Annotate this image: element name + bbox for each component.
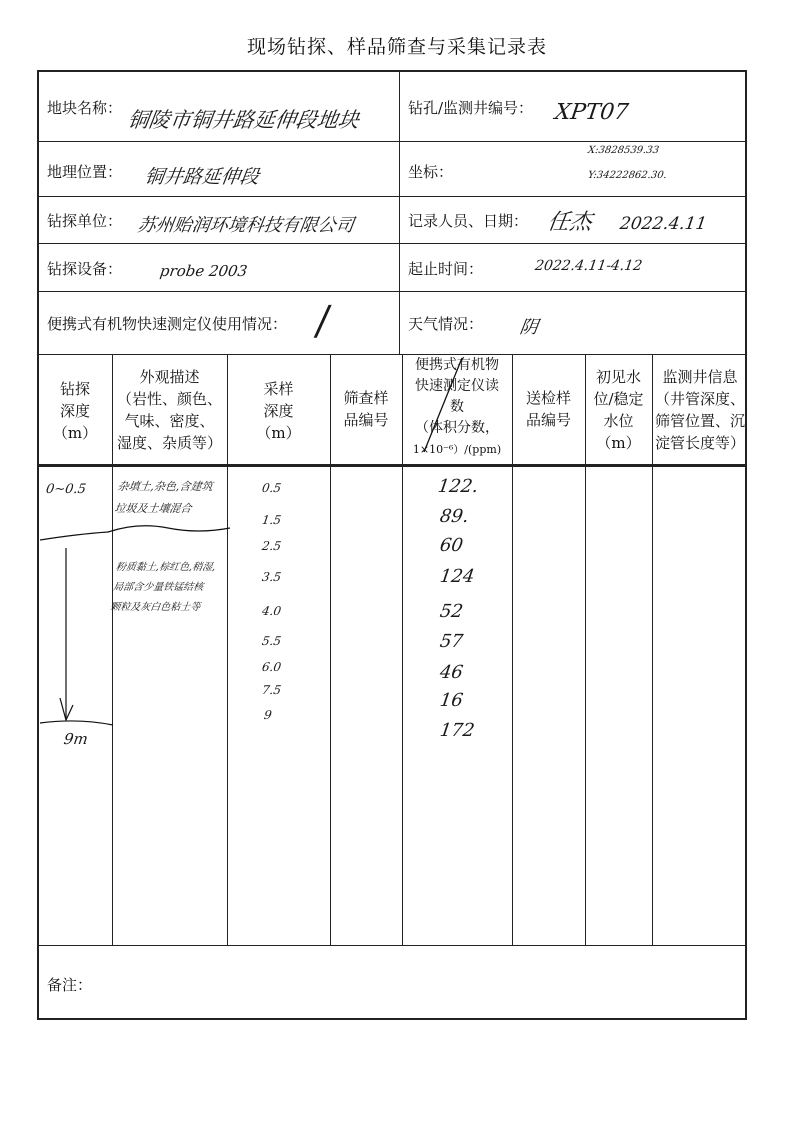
- pid-reading: 52: [438, 601, 465, 622]
- sample-depth: 3.5: [261, 570, 283, 584]
- description-line: 杂填土,杂色,含建筑: [116, 480, 214, 493]
- time-value: 2022.4.11-4.12: [533, 258, 644, 274]
- plot-name-value: 铜陵市铜井路延伸段地块: [126, 108, 361, 132]
- sample-depth: 4.0: [261, 604, 283, 618]
- sample-depth: 6.0: [261, 660, 283, 674]
- header-line: 数: [450, 399, 464, 415]
- layer-boundary-sketch: [38, 520, 233, 740]
- coordinate-x: X:3828539.33: [587, 145, 660, 156]
- header-line: 1×10⁻⁶）/(ppm): [412, 443, 502, 456]
- sample-depth: 5.5: [261, 634, 283, 648]
- header-line: 筛管位置、沉: [654, 412, 745, 430]
- recorder-label: 记录人员、日期：: [408, 212, 529, 230]
- pid-reading: 46: [438, 662, 465, 683]
- pid-reading: 122.: [436, 476, 480, 497]
- sample-depth: 7.5: [261, 683, 283, 697]
- strike-through-mark: [402, 354, 512, 464]
- coordinate-label: 坐标：: [408, 163, 454, 181]
- borehole-value: XPT07: [553, 100, 630, 125]
- pid-reading: 16: [438, 690, 465, 711]
- col-header-description: [112, 366, 227, 454]
- description-line: 垃圾及土壤混合: [113, 502, 193, 515]
- header-line: （m）: [52, 424, 98, 442]
- header-line: 深度: [59, 402, 90, 420]
- layer-depth: 9m: [62, 730, 90, 748]
- description-line: 局部含少量铁锰结核: [112, 582, 204, 593]
- header-line: 淀管长度等）: [654, 434, 745, 452]
- borehole-label: 钻孔/监测井编号：: [408, 99, 534, 117]
- header-line: 送检样: [525, 389, 571, 407]
- header-line: 外观描述: [139, 368, 200, 386]
- header-line: 采样: [263, 380, 294, 398]
- header-line: 钻探: [59, 380, 90, 398]
- sample-depth: 9: [263, 708, 273, 722]
- pid-reading: 172: [438, 720, 476, 741]
- location-label: 地理位置：: [47, 163, 123, 181]
- pid-reading: 124: [438, 566, 476, 587]
- divider: [37, 243, 747, 244]
- pid-usage-value: /: [312, 298, 333, 344]
- layer-depth: 0~0.5: [44, 482, 87, 497]
- divider: [37, 945, 747, 946]
- divider: [512, 354, 513, 945]
- divider: [37, 464, 747, 467]
- header-line: 筛查样: [343, 389, 389, 407]
- divider: [37, 291, 747, 292]
- time-label: 起止时间：: [408, 260, 484, 278]
- col-header-drill-depth: [38, 378, 112, 444]
- header-line: 监测井信息: [662, 368, 738, 386]
- header-line: （体积分数，: [415, 420, 499, 436]
- header-line: 便携式有机物: [415, 357, 499, 373]
- header-line: 品编号: [343, 411, 389, 429]
- drilling-unit-label: 钻探单位：: [47, 212, 123, 230]
- col-header-lab-sample-id: [512, 387, 585, 431]
- header-line: （井管深度、: [654, 390, 745, 408]
- sample-depth: 1.5: [261, 513, 283, 527]
- header-line: 气味、密度、: [124, 412, 215, 430]
- pid-reading: 57: [438, 631, 465, 652]
- pid-usage-label: 便携式有机物快速测定仪使用情况：: [47, 315, 288, 333]
- header-line: 湿度、杂质等）: [116, 434, 222, 452]
- remarks-label: 备注：: [47, 976, 93, 994]
- divider: [330, 354, 331, 945]
- col-header-water-level: [585, 366, 652, 454]
- form-title: 现场钻探、样品筛查与采集记录表: [246, 36, 547, 58]
- recorder-name: 任杰: [545, 210, 594, 235]
- record-date: 2022.4.11: [618, 214, 708, 234]
- col-header-sample-depth: [227, 378, 330, 444]
- header-line: 快速测定仪读: [415, 378, 499, 394]
- pid-reading: 89.: [438, 506, 471, 527]
- equipment-label: 钻探设备：: [47, 260, 123, 278]
- divider: [399, 70, 400, 354]
- col-header-screening-id: [330, 387, 402, 431]
- header-line: 水位: [603, 412, 634, 430]
- coordinate-y: Y:34222862.30.: [587, 170, 668, 181]
- sample-depth: 2.5: [261, 539, 283, 553]
- header-line: 品编号: [525, 411, 571, 429]
- description-line: 颗粒及灰白色粘土等: [109, 602, 202, 613]
- header-line: 初见水: [595, 368, 641, 386]
- location-value: 铜井路延伸段: [143, 166, 261, 188]
- header-line: （岩性、颜色、: [116, 390, 222, 408]
- layer-description: [113, 476, 214, 520]
- drilling-unit-value: 苏州贻润环境科技有限公司: [136, 215, 356, 236]
- col-header-well-info: [652, 366, 748, 454]
- weather-value: 阴: [518, 317, 540, 338]
- divider: [37, 141, 747, 142]
- header-line: （m）: [596, 434, 641, 452]
- header-line: 位/稳定: [593, 390, 644, 408]
- header-line: （m）: [256, 424, 301, 442]
- divider: [37, 354, 747, 355]
- divider: [37, 196, 747, 197]
- weather-label: 天气情况：: [408, 315, 484, 333]
- description-line: 粉质黏土,棕红色,稍湿,: [115, 562, 217, 573]
- plot-name-label: 地块名称：: [47, 99, 123, 117]
- equipment-value: probe 2003: [158, 262, 249, 280]
- sample-depth: 0.5: [261, 481, 283, 495]
- header-line: 深度: [263, 402, 294, 420]
- pid-reading: 60: [438, 535, 465, 556]
